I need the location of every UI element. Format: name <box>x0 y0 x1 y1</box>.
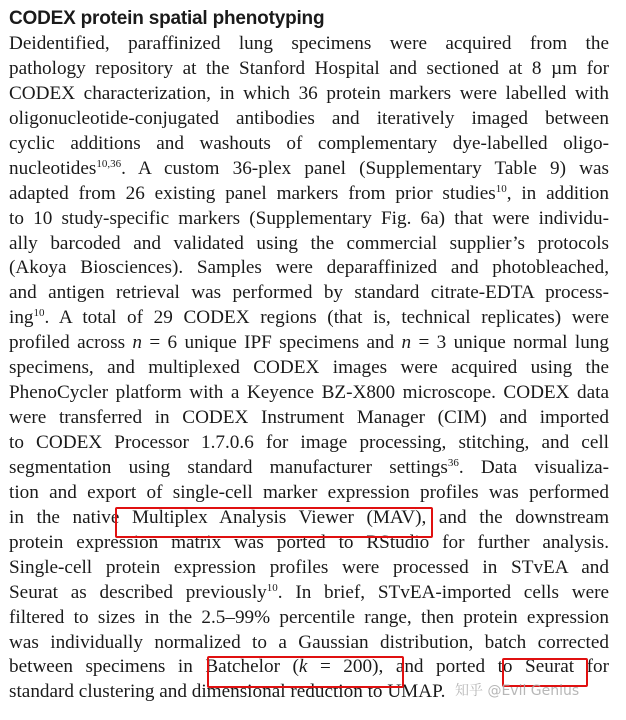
text-line: cyclic additions and washouts of complementary dye-labelled oligo- <box>9 132 609 154</box>
text-line: oligonucleotide-conjugated antibodies and iteratively imaged between <box>9 107 609 129</box>
text-line: CODEX characterization, in which 36 protein markers were labelled with <box>9 82 609 104</box>
text-line: was individually normalized to a Gaussian distribution, batch corrected <box>9 631 609 653</box>
text-line: (Akoya Biosciences). Samples were deparaffinized and photobleached, <box>9 257 609 279</box>
text-line: pathology repository at the Stanford Hospital and sectioned at 8 µm for <box>9 57 609 79</box>
watermark: 知乎 @Evil Genius <box>455 683 580 699</box>
text-line: filtered to sizes in the 2.5–99% percentile range, then protein expression <box>9 606 609 628</box>
citation-ref[interactable]: 36 <box>447 456 459 469</box>
article-section <box>9 6 609 705</box>
body-paragraph <box>9 32 609 705</box>
text-line: Deidentified, paraffinized lung specimens were acquired from the <box>9 33 609 54</box>
text-line: nucleotides$^{10,36}$. A custom 36-plex panel (Supplementary Table 9) was <box>9 157 609 179</box>
text-line: Seurat as described previously$^{10}$. In brief, STvEA-imported cells were <box>9 581 609 603</box>
text-line: and antigen retrieval was performed by standard citrate-EDTA process- <box>9 282 609 304</box>
text-line: protein expression matrix was ported to RStudio for further analysis. <box>9 531 609 553</box>
section-heading: CODEX protein spatial phenotyping <box>9 8 325 29</box>
text-line: adapted from 26 existing panel markers from prior studies$^{10}$, in addition <box>9 182 609 204</box>
text-line: profiled across n = 6 unique IPF specimens and n = 3 unique normal lung <box>9 332 609 354</box>
text-line: standard clustering and dimensional reduction to UMAP. <box>9 681 446 703</box>
text-line: were transferred in CODEX Instrument Manager (CIM) and imported <box>9 407 609 429</box>
text-line: between specimens in Batchelor (k = 200), and ported to Seurat for <box>9 656 609 678</box>
text-line: PhenoCycler platform with a Keyence BZ-X800 microscope. CODEX data <box>9 382 609 404</box>
text-line: segmentation using standard manufacturer settings$^{36}$. Data visualiza- <box>9 456 609 478</box>
citation-ref[interactable]: 10 <box>33 307 45 320</box>
text-line: Single-cell protein expression profiles were processed in STvEA and <box>9 556 609 578</box>
citation-ref[interactable]: 10,36 <box>96 157 122 170</box>
text-line: ing$^{10}$. A total of 29 CODEX regions (that is, technical replicates) were <box>9 307 609 329</box>
text-line: to 10 study-specific markers (Supplementary Fig. 6a) that were individu- <box>9 207 609 229</box>
text-line: to CODEX Processor 1.7.0.6 for image processing, stitching, and cell <box>9 432 609 453</box>
text-line: tion and export of single-cell marker expression profiles was performed <box>9 481 609 503</box>
citation-ref[interactable]: 10 <box>495 182 507 195</box>
text-line: specimens, and multiplexed CODEX images were acquired using the <box>9 357 609 379</box>
citation-ref[interactable]: 10 <box>266 581 278 594</box>
text-line: ally barcoded and validated using the commercial supplier’s protocols <box>9 232 609 254</box>
text-line: in the native Multiplex Analysis Viewer (MAV), and the downstream <box>9 506 609 528</box>
